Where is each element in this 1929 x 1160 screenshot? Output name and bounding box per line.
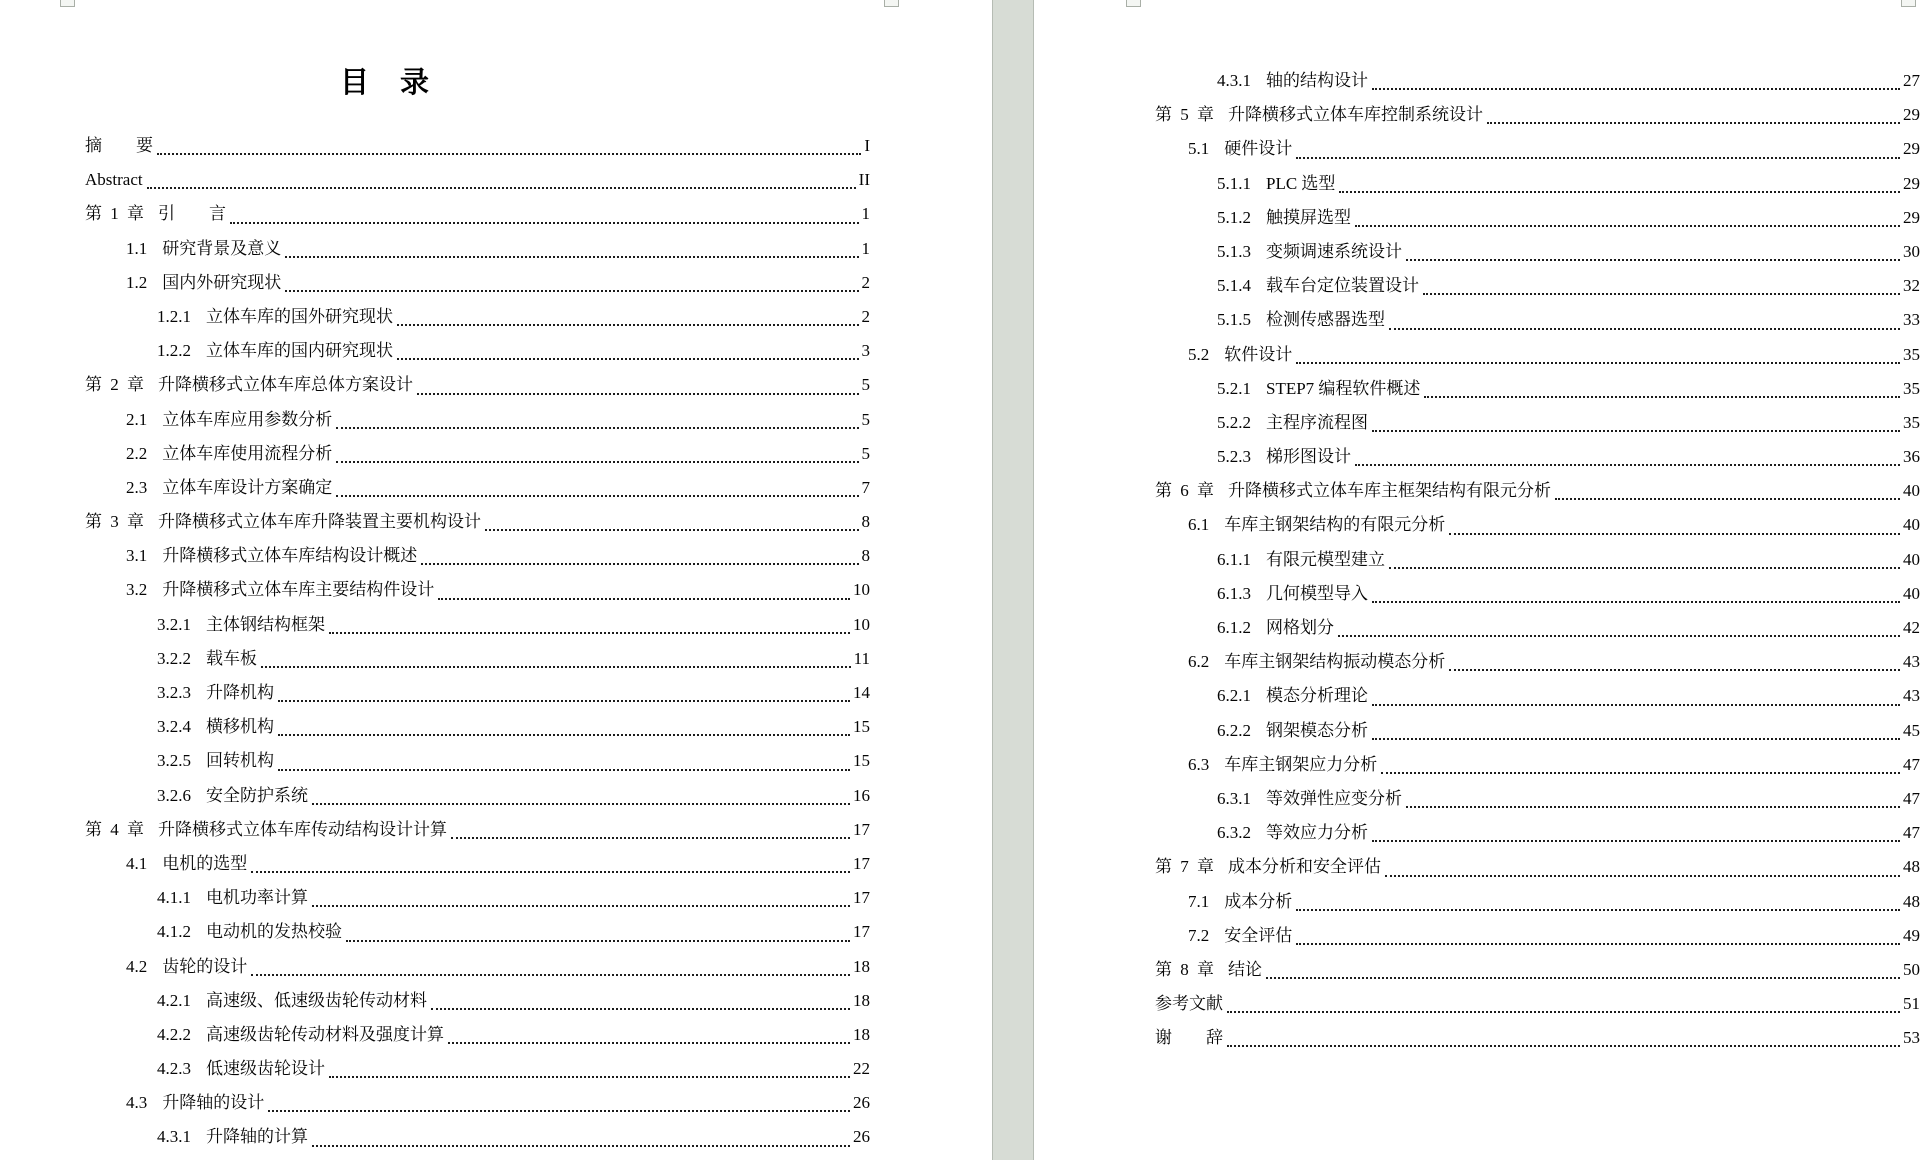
toc-entry-title: 升降横移式立体车库结构设计概述: [162, 546, 418, 566]
toc-entry-number: 5.1.5: [1217, 310, 1251, 330]
toc-entry-title: 升降横移式立体车库主要结构件设计: [162, 580, 435, 600]
dot-leader: [1372, 808, 1900, 842]
toc-entry-number: 6.3.1: [1217, 788, 1251, 808]
toc-entry-number: 5.2.3: [1217, 447, 1251, 467]
toc-entry-title: 低速级齿轮设计: [206, 1059, 325, 1079]
dot-leader: [1372, 569, 1900, 603]
toc-entry-number: 2.3: [126, 477, 148, 497]
toc-entry-number: 7.1: [1188, 891, 1210, 911]
dot-leader: [1227, 1013, 1900, 1047]
toc-entry-page-number: 40: [1903, 583, 1920, 603]
toc-entry-title: 触摸屏选型: [1266, 207, 1351, 227]
dot-leader: [1449, 637, 1900, 671]
dot-leader: [1424, 364, 1900, 398]
dot-leader: [1355, 432, 1900, 466]
toc-entry-page-number: 32: [1903, 276, 1920, 296]
toc-entry-title: 横移机构: [206, 717, 274, 737]
toc-entry-title: 立体车库的国内研究现状: [206, 341, 393, 361]
toc-entry-page-number: 10: [853, 580, 870, 600]
toc-entry-number: 3.2.3: [157, 683, 191, 702]
toc-entry-page-number: 48: [1903, 891, 1920, 911]
toc-entry-number: 5.2.1: [1217, 378, 1251, 398]
dot-leader: [312, 771, 850, 805]
dot-leader: [251, 942, 850, 976]
toc-entry-title: 结论: [1228, 959, 1262, 979]
toc-entry-title: 高速级齿轮传动材料及强度计算: [206, 1024, 444, 1044]
toc-entry-number: 4.1.2: [157, 922, 191, 942]
toc-entry-page-number: 33: [1903, 310, 1920, 330]
dot-leader: [346, 907, 850, 941]
toc-entry-page-number: 17: [853, 853, 870, 873]
toc-entry-title: 成本分析和安全评估: [1228, 857, 1381, 877]
toc-entry-page-number: 16: [853, 785, 870, 805]
toc-entry-title: 参考文献: [1155, 994, 1223, 1014]
toc-entry-number: 5.1.1: [1217, 173, 1251, 193]
toc-entry-number: 6.2.1: [1217, 686, 1251, 706]
toc-entry-number: 2.2: [126, 443, 148, 463]
dot-leader: [1423, 261, 1900, 295]
toc-entry-page-number: 53: [1903, 1028, 1920, 1048]
toc-entry-number: 3.2.4: [157, 717, 191, 737]
dot-leader: [1389, 535, 1900, 569]
toc-entry-number: 4.2: [126, 956, 148, 976]
dot-leader: [1372, 398, 1900, 432]
dot-leader: [157, 121, 861, 155]
toc-entry-page-number: 1: [861, 204, 870, 224]
dot-leader: [451, 805, 850, 839]
toc-entry-title: PLC 选型: [1266, 173, 1336, 193]
toc-entry-page-number: 29: [1903, 139, 1920, 159]
toc-entry-title: 高速级、低速级齿轮传动材料: [206, 990, 427, 1010]
toc-entry-title: 安全防护系统: [206, 785, 308, 805]
toc-entry-title: 升降横移式立体车库传动结构设计计算: [158, 819, 447, 839]
page-corner-mark: [1901, 0, 1916, 7]
dot-leader: [329, 1044, 850, 1078]
dot-leader: [1406, 227, 1900, 261]
toc-entry-title: 回转机构: [206, 751, 274, 771]
toc-entry-title: 升降横移式立体车库总体方案设计: [158, 375, 413, 395]
toc-entry-page-number: 5: [861, 375, 870, 395]
page-corner-mark: [60, 0, 75, 7]
toc-entry-page-number: 26: [853, 1093, 870, 1113]
toc-entry-page-number: 8: [861, 546, 870, 566]
toc-entry-page-number: 30: [1903, 241, 1920, 261]
toc-entry-number: 4.3: [126, 1093, 148, 1113]
dot-leader: [1372, 706, 1900, 740]
toc-entry-page-number: 17: [853, 888, 870, 908]
toc-entry-title: 有限元模型建立: [1266, 549, 1385, 569]
toc-entry-page-number: 18: [853, 990, 870, 1010]
toc-entry-page-number: 29: [1903, 207, 1920, 227]
dot-leader: [417, 360, 859, 394]
toc-entry-number: 4.3.1: [1217, 71, 1251, 90]
toc-entry-page-number: 40: [1903, 481, 1920, 501]
toc-entry-title: 等效弹性应变分析: [1266, 788, 1402, 808]
toc-entry-number: 2.1: [126, 409, 148, 429]
toc-entry-title: 成本分析: [1224, 891, 1293, 911]
dot-leader: [1296, 124, 1900, 158]
dot-leader: [397, 292, 859, 326]
toc-entry-title: 载车台定位装置设计: [1266, 276, 1419, 296]
toc-entry-title: 研究背景及意义: [162, 238, 282, 258]
dot-leader: [1406, 774, 1900, 808]
toc-entry-page-number: 40: [1903, 515, 1920, 535]
toc-entry-title: 电机的选型: [162, 853, 248, 873]
toc-entry-number: 3.2: [126, 580, 148, 600]
toc-entry-page-number: 15: [853, 717, 870, 737]
dot-leader: [1296, 330, 1900, 364]
toc-entry-title: 软件设计: [1224, 344, 1293, 364]
toc-entry-page-number: 51: [1903, 994, 1920, 1014]
toc-entry-page-number: 22: [853, 1059, 870, 1079]
toc-entry-title: 齿轮的设计: [162, 956, 248, 976]
toc-entry-page-number: 50: [1903, 959, 1920, 979]
toc-entry-number: 4.2.2: [157, 1024, 191, 1044]
toc-entry-title: 摘 要: [85, 136, 153, 155]
toc-entry-number: 第 7 章: [1155, 857, 1216, 877]
toc-entry-number: 6.1.2: [1217, 618, 1251, 637]
toc-entry-page-number: 10: [853, 614, 870, 634]
toc-entry-title: 国内外研究现状: [162, 272, 282, 292]
dot-leader: [1372, 671, 1900, 705]
toc-entry-page-number: 3: [861, 341, 870, 361]
toc-entry-page-number: 5: [861, 443, 870, 463]
toc-entry-page-number: 40: [1903, 549, 1920, 569]
dot-leader: [336, 463, 858, 497]
toc-entry-page-number: 27: [1903, 71, 1920, 90]
toc-entry-title: 网格划分: [1266, 618, 1334, 637]
toc-entry-page-number: 14: [853, 683, 870, 702]
toc-entry-number: 7.2: [1188, 925, 1210, 945]
toc-entry-number: 4.2.3: [157, 1059, 191, 1079]
toc-entry-number: 6.2.2: [1217, 720, 1251, 740]
toc-entry-page-number: 17: [853, 922, 870, 942]
toc-entry-number: 4.1.1: [157, 888, 191, 908]
dot-leader: [1266, 945, 1900, 979]
toc-entry-number: 5.2: [1188, 344, 1210, 364]
toc-entry-title: 安全评估: [1224, 925, 1293, 945]
toc-entry-title: 载车板: [206, 648, 257, 668]
page-gap-divider: [992, 0, 1034, 1160]
dot-leader: [1296, 877, 1900, 911]
toc-entry-title: 立体车库使用流程分析: [162, 443, 333, 463]
dot-leader: [278, 668, 850, 702]
toc-entry-number: 第 3 章: [85, 512, 146, 532]
toc-entry-title: 几何模型导入: [1266, 583, 1368, 603]
toc-entry-number: 4.2.1: [157, 990, 191, 1010]
toc-entry-number: 1.2.2: [157, 341, 191, 361]
toc-entry-number: 第 4 章: [85, 819, 146, 839]
dot-leader: [230, 189, 859, 223]
dot-leader: [485, 497, 859, 531]
dot-leader: [438, 565, 850, 599]
toc-entry-page-number: II: [858, 170, 870, 190]
toc-entry-number: 5.1.3: [1217, 241, 1251, 261]
toc-entry-number: 5.1: [1188, 139, 1210, 159]
toc-entry-title: 升降机构: [206, 683, 274, 702]
toc-entry-title: 升降轴的设计: [162, 1093, 265, 1113]
toc-entry-page-number: 2: [861, 272, 870, 292]
toc-list-page-2: [1155, 64, 1920, 1055]
toc-entry-page-number: 35: [1903, 412, 1920, 432]
toc-entry-page-number: 17: [853, 819, 870, 839]
toc-entry-page-number: 47: [1903, 823, 1920, 843]
toc-entry-page-number: 1: [861, 238, 870, 258]
dot-leader: [312, 873, 850, 907]
toc-entry-title: 谢 辞: [1155, 1028, 1223, 1048]
toc-title[interactable]: 目 录: [339, 67, 430, 99]
toc-entry-page-number: 26: [853, 1127, 870, 1147]
page-corner-mark: [1126, 0, 1141, 7]
dot-leader: [147, 155, 856, 189]
toc-entry-page-number: 42: [1903, 618, 1920, 637]
dot-leader: [1487, 90, 1900, 124]
dot-leader: [1555, 466, 1900, 500]
toc-entry-title: 检测传感器选型: [1266, 310, 1385, 330]
toc-entry-number: 6.3.2: [1217, 823, 1251, 843]
toc-entry-title: 升降轴的计算: [206, 1127, 308, 1147]
toc-entry-number: 5.1.2: [1217, 207, 1251, 227]
toc-entry[interactable]: [1155, 1021, 1920, 1055]
toc-entry-page-number: 48: [1903, 857, 1920, 877]
toc-entry-number: 6.1.1: [1217, 549, 1251, 569]
toc-entry[interactable]: [85, 1120, 870, 1154]
page-2: [1034, 0, 1929, 1160]
toc-entry-page-number: 47: [1903, 754, 1920, 774]
toc-entry-page-number: 18: [853, 1024, 870, 1044]
toc-entry-page-number: 7: [861, 477, 870, 497]
toc-entry-page-number: 36: [1903, 447, 1920, 467]
dot-leader: [1355, 193, 1900, 227]
toc-entry-title: 电机功率计算: [206, 888, 308, 908]
page-corner-mark: [884, 0, 899, 7]
dot-leader: [1227, 979, 1900, 1013]
dot-leader: [397, 326, 859, 360]
toc-entry-number: 3.1: [126, 546, 148, 566]
dot-leader: [1339, 159, 1900, 193]
toc-entry-number: 第 6 章: [1155, 481, 1216, 501]
toc-entry-page-number: 29: [1903, 173, 1920, 193]
dot-leader: [251, 839, 850, 873]
dot-leader: [329, 600, 850, 634]
dot-leader: [448, 1010, 850, 1044]
dot-leader: [1372, 56, 1900, 90]
toc-entry-page-number: 2: [861, 306, 870, 326]
toc-entry-title: 车库主钢架结构振动模态分析: [1224, 652, 1446, 672]
dot-leader: [1338, 603, 1900, 637]
toc-entry-number: 6.3: [1188, 754, 1210, 774]
dot-leader: [1381, 740, 1900, 774]
toc-entry-page-number: 47: [1903, 788, 1920, 808]
dot-leader: [336, 395, 858, 429]
toc-entry-title: Abstract: [85, 170, 143, 190]
dot-leader: [421, 531, 858, 565]
toc-entry-title: 硬件设计: [1224, 139, 1293, 159]
toc-entry-page-number: 18: [853, 956, 870, 976]
toc-entry-number: 1.1: [126, 238, 148, 258]
toc-entry-number: 3.2.5: [157, 751, 191, 771]
toc-entry-number: 1.2.1: [157, 306, 191, 326]
toc-entry-title: 模态分析理论: [1266, 686, 1368, 706]
dot-leader: [1385, 842, 1900, 876]
toc-entry-title: 电动机的发热校验: [206, 922, 342, 942]
toc-entry-title: 升降横移式立体车库控制系统设计: [1228, 105, 1483, 125]
toc-entry-title: 钢架模态分析: [1266, 720, 1368, 740]
dot-leader: [285, 224, 858, 258]
toc-entry-number: 1.2: [126, 272, 148, 292]
toc-entry-page-number: 15: [853, 751, 870, 771]
toc-entry-title: 引 言: [158, 204, 226, 224]
toc-entry-title: 轴的结构设计: [1266, 71, 1368, 90]
toc-entry-title: STEP7 编程软件概述: [1266, 378, 1421, 398]
toc-entry-title: 升降横移式立体车库升降装置主要机构设计: [158, 512, 481, 532]
toc-entry-number: 4.3.1: [157, 1127, 191, 1147]
toc-entry-page-number: 43: [1903, 686, 1920, 706]
toc-entry-page-number: 45: [1903, 720, 1920, 740]
toc-entry-page-number: 29: [1903, 105, 1920, 125]
dot-leader: [278, 736, 850, 770]
dot-leader: [1389, 295, 1900, 329]
toc-entry-number: 3.2.1: [157, 614, 191, 634]
toc-entry-page-number: 8: [861, 512, 870, 532]
dot-leader: [431, 976, 850, 1010]
toc-entry-page-number: 11: [853, 648, 870, 668]
toc-entry-title: 主程序流程图: [1266, 412, 1368, 432]
toc-entry-page-number: 5: [861, 409, 870, 429]
toc-entry-number: 6.1.3: [1217, 583, 1251, 603]
toc-list-page-1: [85, 129, 870, 1155]
dot-leader: [336, 429, 858, 463]
toc-entry-title: 立体车库应用参数分析: [162, 409, 333, 429]
toc-entry-number: 第 1 章: [85, 204, 146, 224]
toc-entry-number: 第 2 章: [85, 375, 146, 395]
toc-entry-number: 6.1: [1188, 515, 1210, 535]
toc-entry-title: 等效应力分析: [1266, 823, 1368, 843]
toc-entry-page-number: I: [864, 136, 870, 155]
toc-entry-number: 第 8 章: [1155, 959, 1216, 979]
toc-entry-page-number: 49: [1903, 925, 1920, 945]
toc-entry-title: 变频调速系统设计: [1266, 241, 1402, 261]
toc-entry-page-number: 43: [1903, 652, 1920, 672]
dot-leader: [261, 634, 851, 668]
toc-entry-number: 5.2.2: [1217, 412, 1251, 432]
toc-entry-number: 第 5 章: [1155, 105, 1216, 125]
toc-entry-number: 3.2.2: [157, 648, 191, 668]
dot-leader: [285, 258, 858, 292]
toc-entry-title: 车库主钢架应力分析: [1224, 754, 1378, 774]
toc-entry-number: 3.2.6: [157, 785, 191, 805]
toc-entry-title: 立体车库设计方案确定: [162, 477, 333, 497]
toc-entry-page-number: 35: [1903, 344, 1920, 364]
dot-leader: [278, 702, 850, 736]
dot-leader: [1449, 500, 1900, 534]
toc-entry-page-number: 35: [1903, 378, 1920, 398]
toc-entry-title: 梯形图设计: [1266, 447, 1351, 467]
dot-leader: [312, 1112, 850, 1146]
dot-leader: [1296, 911, 1900, 945]
toc-entry-title: 升降横移式立体车库主框架结构有限元分析: [1228, 481, 1551, 501]
toc-entry-number: 5.1.4: [1217, 276, 1251, 296]
toc-entry-title: 立体车库的国外研究现状: [206, 306, 393, 326]
toc-entry-title: 车库主钢架结构的有限元分析: [1224, 515, 1446, 535]
toc-entry-number: 4.1: [126, 853, 148, 873]
toc-entry-number: 6.2: [1188, 652, 1210, 672]
dot-leader: [268, 1078, 850, 1112]
toc-entry-title: 主体钢结构框架: [206, 614, 325, 634]
